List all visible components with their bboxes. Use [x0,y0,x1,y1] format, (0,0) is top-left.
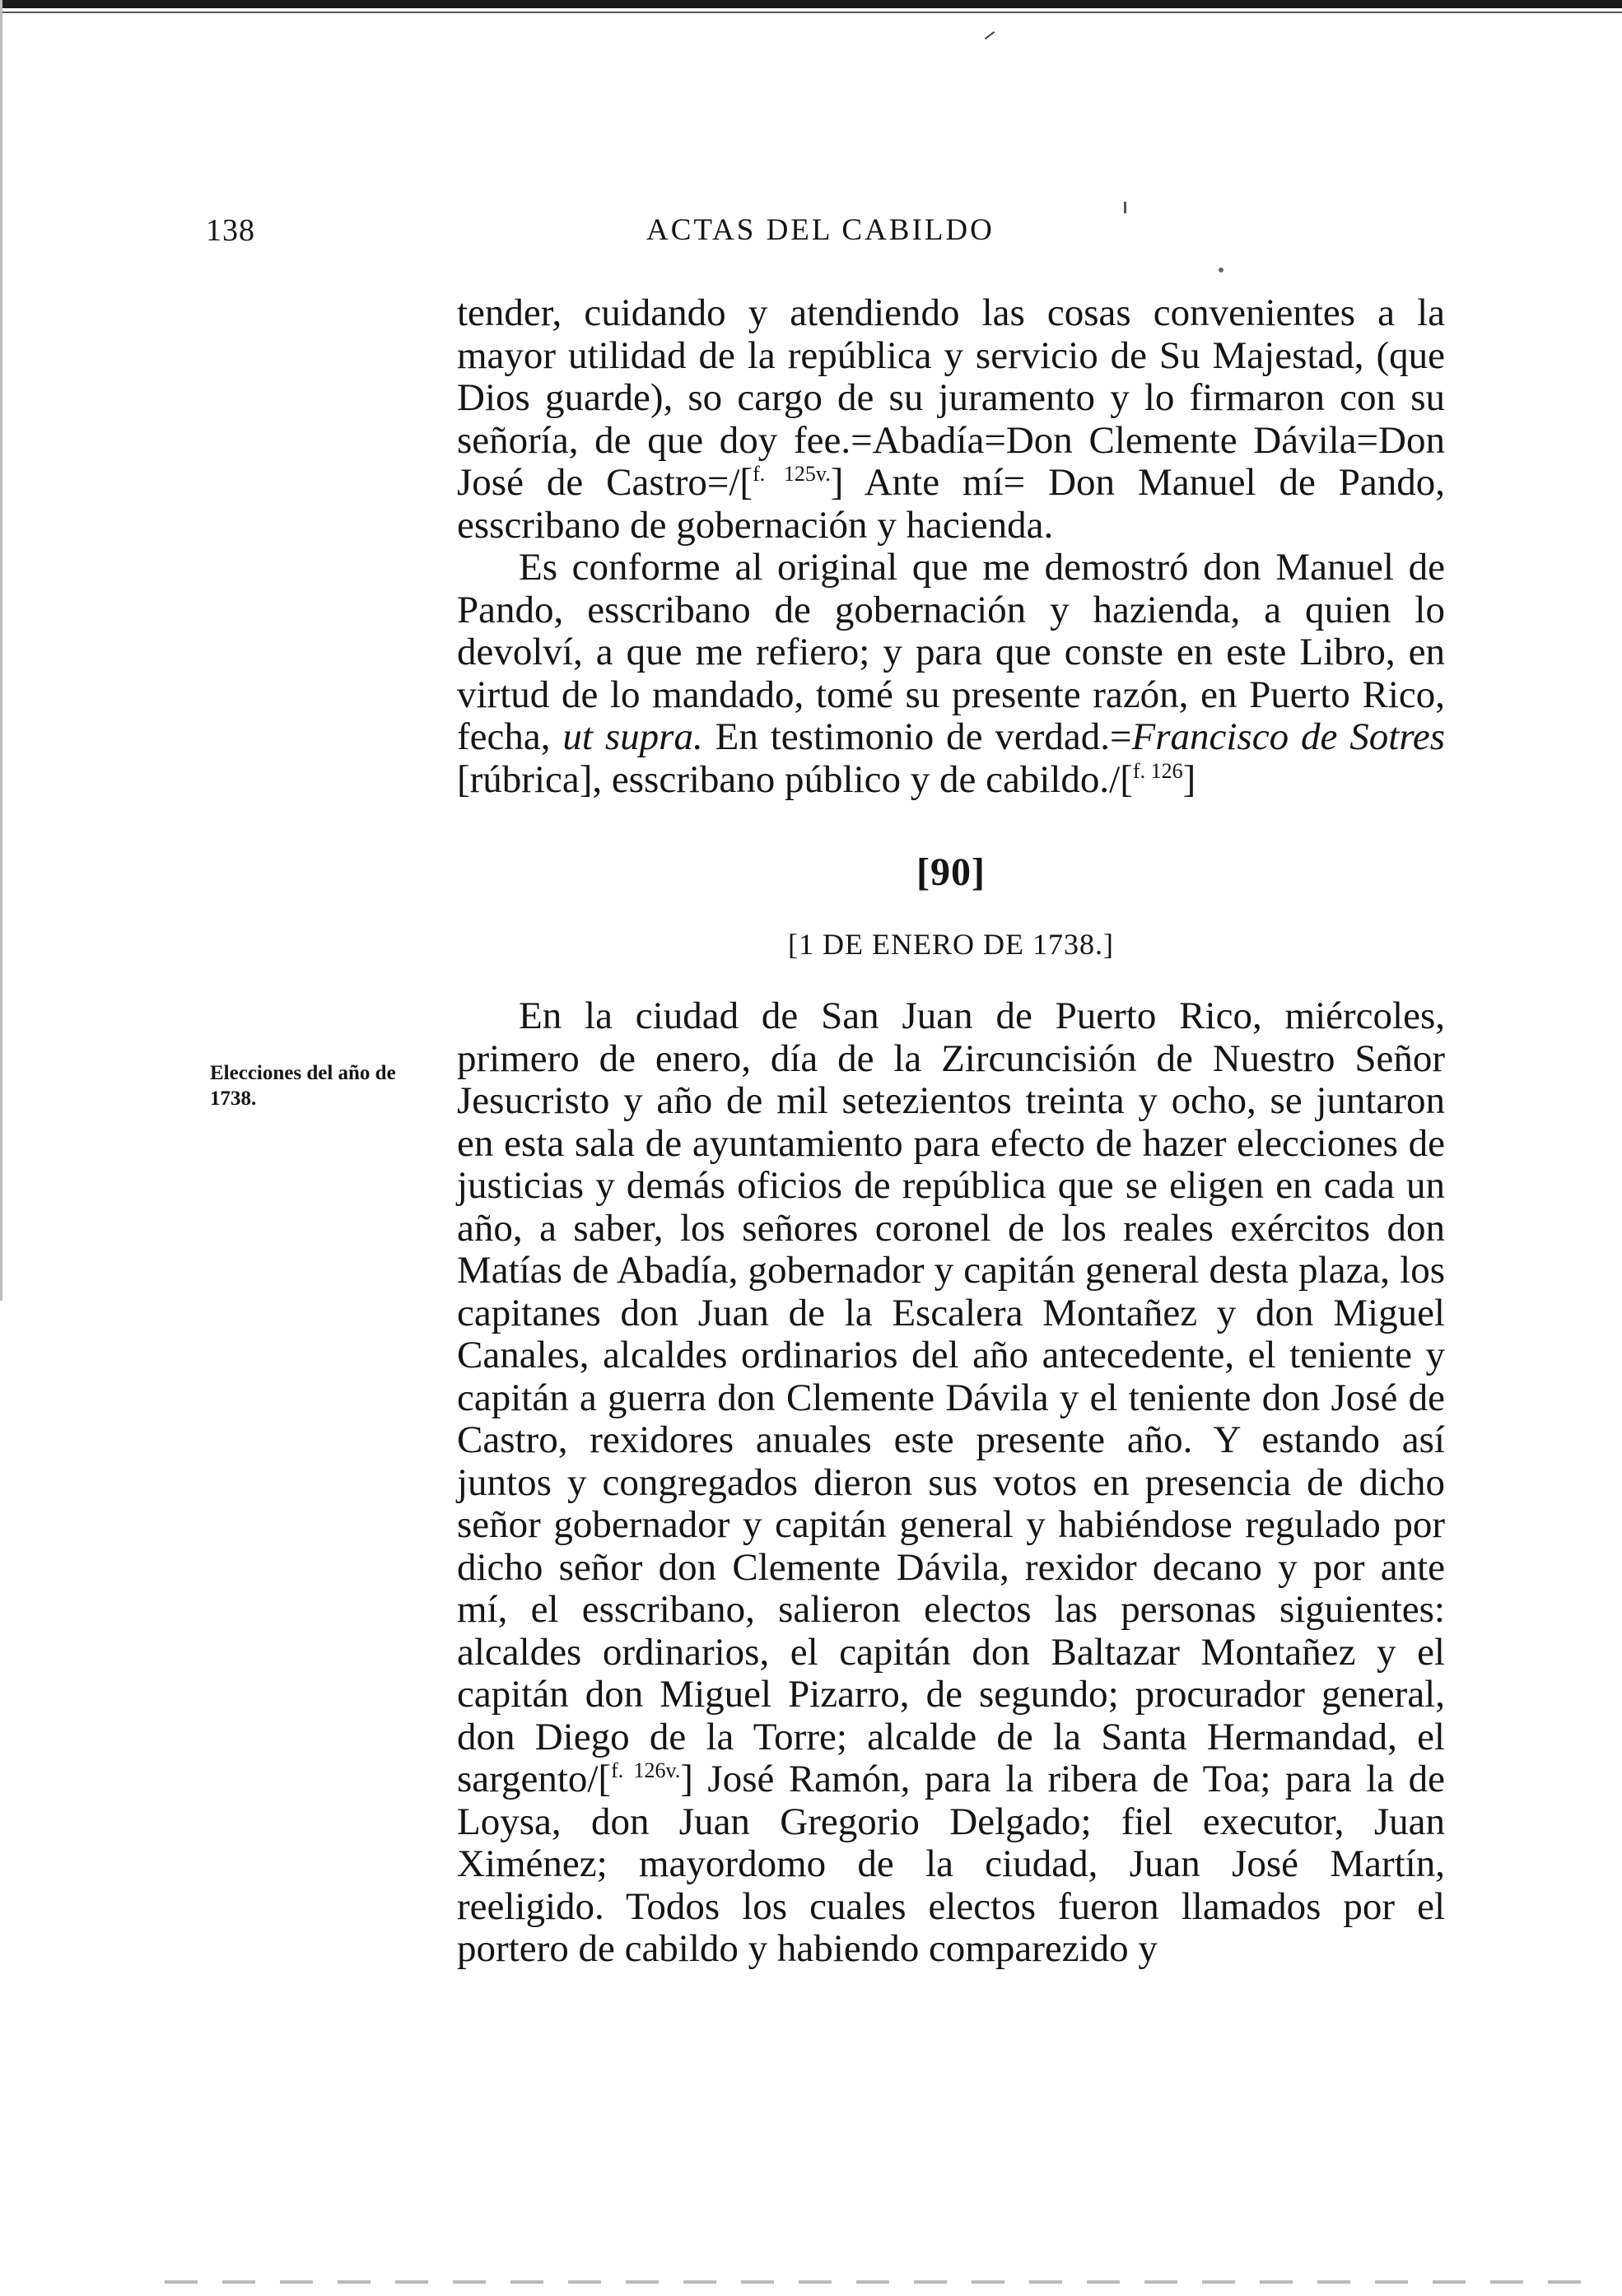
folio-reference: f. 126v. [611,1758,681,1782]
marginal-note: Elecciones del año de 1738. [210,1062,396,1110]
scan-speck [1219,268,1223,272]
text-column [457,292,1445,1971]
paragraph-attestation [457,547,1445,801]
text-run: ] [1182,757,1196,801]
paragraph-elections [457,995,1445,1971]
text-run: En testimonio de verdad.= [702,715,1132,758]
page-left-edge [0,0,2,1301]
text-run: ] Ante mí= Don Manuel de Pando, esscribano de gobernación y hacienda. [457,461,1445,547]
top-border-line [0,0,1622,8]
top-border-thin-line [0,12,1622,13]
italic-text: ut supra. [562,715,703,758]
text-run: ] José Ramón, para la ribera de Toa; para la de Loysa, don Juan Gregorio Delgado; fiel executor, Juan Ximénez; mayordomo de la ciudad, Juan José Martín, reeligido. Todos los cuales electos fueron llamados por el portero de cabildo y habiendo comparezido y [457,1758,1445,1970]
section-date: [1 DE ENERO DE 1738.] [788,928,1114,961]
notary-signature: Francisco de Sotres [1131,715,1446,758]
section-number: [90] [916,850,986,894]
bottom-scan-marks [165,2280,1597,2284]
text-run: Es conforme al original que me demostró don Manuel de Pando, esscribano de gobernación y hazienda, a quien lo devolví, a que me refiero; y para que conste en este Libro, en virtud de lo mandado, tomé su presente razón, en Puerto Rico, fecha, [457,546,1445,758]
text-run: tender, cuidando y atendiendo las cosas convenientes a la mayor utilidad de la república y servicio de Su Majestad, (que Dios guarde), so cargo de su juramento y lo firmaron con su señoría, de que doy fee.=Abadía=Don Clemente Dávila=Don José de Castro=/[ [457,291,1445,504]
text-run: En la ciudad de San Juan de Puerto Rico, miércoles, primero de enero, día de la Zircuncisión de Nuestro Señor Jesucristo y año de mil setezientos treinta y ocho, se juntaron en esta sala de ayuntamiento para efecto de hazer elecciones de justicias y demás oficios de república que se eligen en cada un año, a saber, los señores coronel de los reales exércitos don Matías de Abadía, gobernador y capitán general desta plaza, los capitanes don Juan de la Escalera Montañez y don Miguel Canales, alcaldes ordinarios del año antecedente, el teniente y capitán a guerra don Clemente Dávila y el teniente don José de Castro, rexidores anuales este presente año. Y estando así juntos y congregados dieron sus votos en presencia de dicho señor gobernador y capitán general y habiéndose regulado por dicho señor don Clemente Dávila, rexidor decano y por ante mí, el esscribano, salieron electos las personas siguientes: alcaldes ordinarios, el capitán don Baltazar Montañez y el capitán don Miguel Pizarro, de segundo; procurador general, don Diego de la Torre; alcalde de la Santa Hermandad, el sargento/[ [457,994,1445,1800]
text-run: [rúbrica], esscribano público y de cabildo./[ [457,757,1133,801]
folio-reference: f. 126 [1132,758,1183,783]
page-number: 138 [206,213,255,248]
running-head: ACTAS DEL CABILDO [646,213,995,247]
scan-speck [985,31,995,40]
scan-speck [1124,202,1126,213]
paragraph-continuation [457,292,1445,547]
folio-reference: f. 125v. [753,462,831,486]
